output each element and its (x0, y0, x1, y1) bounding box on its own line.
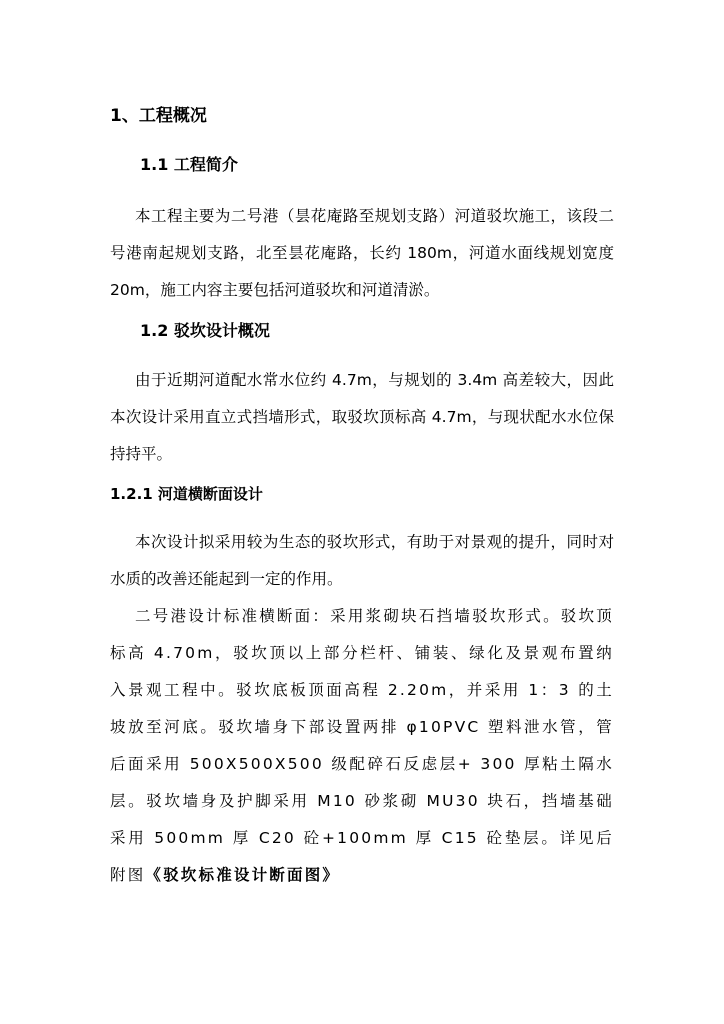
paragraph-revetment-design: 由于近期河道配水常水位约 4.7m，与规划的 3.4m 高差较大，因此本次设计采用直立式挡墙形式，取驳坎顶标高 4.7m，与现状配水水位保持持平。 (110, 371, 614, 463)
paragraph-cross-section-intro: 本次设计拟采用较为生态的驳坎形式，有助于对景观的提升，同时对水质的改善还能起到一定的作用。 (110, 533, 614, 588)
heading-cross-section-design: 1.2.1 河道横断面设计 (110, 485, 263, 503)
paragraph-project-intro: 本工程主要为二号港（昙花庵路至规划支路）河道驳坎施工，该段二号港南起规划支路，北至昙花庵路，长约 180m，河道水面线规划宽度 20m，施工内容主要包括河道驳坎和河道清淤。 (110, 207, 614, 299)
heading-revetment-design: 1.2 驳坎设计概况 (140, 321, 270, 340)
heading-project-overview: 1、工程概况 (110, 106, 207, 126)
heading-project-intro: 1.1 工程简介 (140, 155, 238, 174)
paragraph-standard-cross-section (110, 598, 614, 894)
drawing-reference: 《驳坎标准设计断面图》 (145, 866, 341, 884)
paragraph-standard-cross-section-text: 二号港设计标准横断面：采用浆砌块石挡墙驳坎形式。驳坎顶标高 4.70m，驳坎顶以上部分栏杆、铺装、绿化及景观布置纳入景观工程中。驳坎底板顶面高程 2.20m，并采用 1：3 的土坡放至河底。驳坎墙身下部设置两排 φ10PVC 塑料泄水管，管后面采用 500X500X500 级配碎石反虑层+ 300 厚粘土隔水层。驳坎墙身及护脚采用 M10 砂浆砌 MU30 块石，挡墙基础采用 500mm 厚 C20 砼+100mm 厚 C15 砼垫层。详见后附图 (110, 607, 614, 884)
